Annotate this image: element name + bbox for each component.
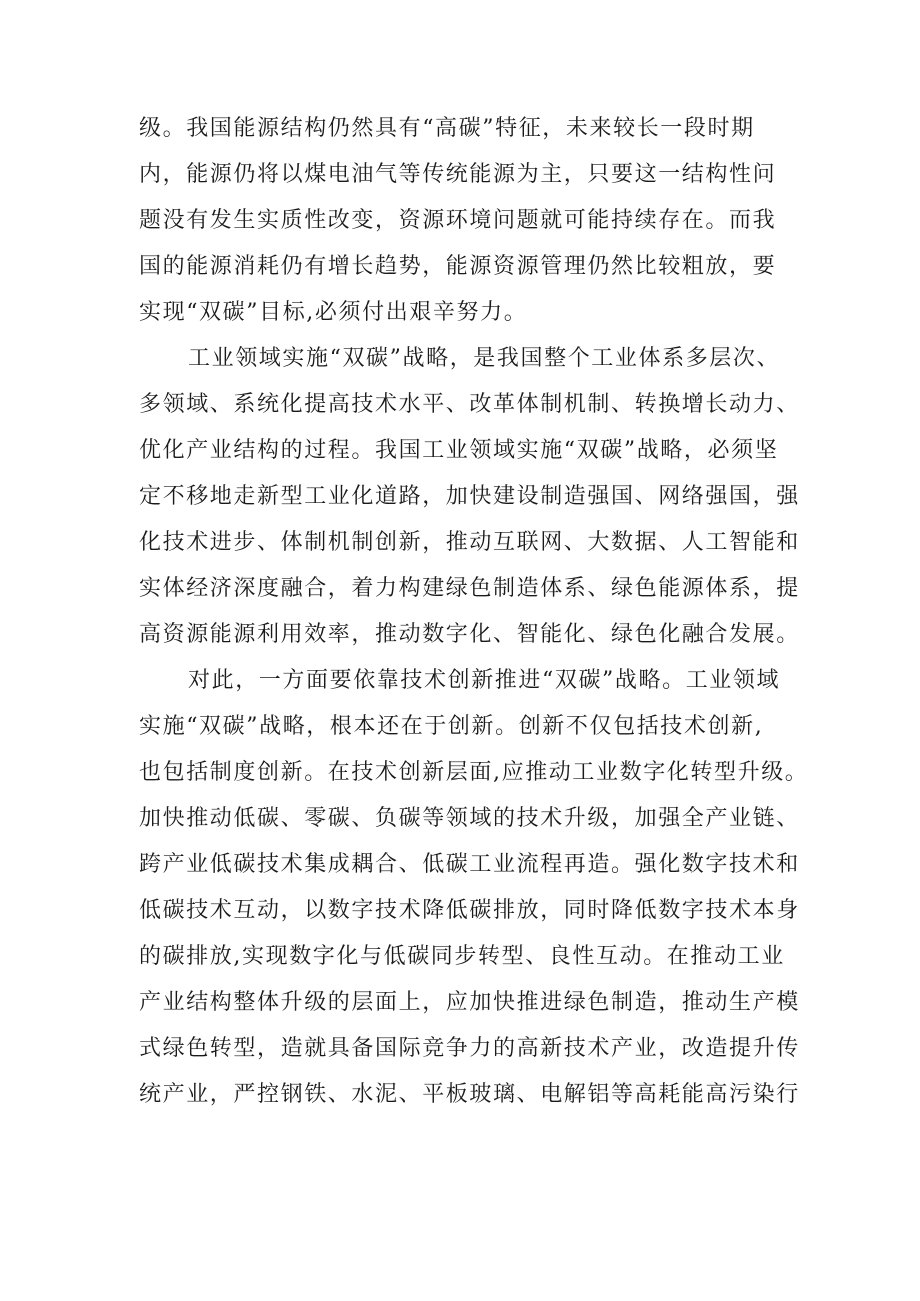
text-line: 加快推动低碳、零碳、负碳等领域的技术升级，加强全产业链、	[139, 806, 800, 831]
text-line: 国的能源消耗仍有增长趋势，能源资源管理仍然比较粗放，要	[139, 254, 777, 279]
text-line: 跨产业低碳技术集成耦合、低碳工业流程再造。强化数字技术和	[139, 852, 800, 877]
paragraph-first-line: 对此，一方面要依靠技术创新推进“双碳”战略。工业领域	[188, 668, 781, 693]
text-line: 题没有发生实质性改变，资源环境问题就可能持续存在。而我	[139, 208, 777, 233]
text-line: 实现“双碳”目标,必须付出艰辛努力。	[139, 300, 528, 325]
text-line: 级。我国能源结构仍然具有“高碳”特征，未来较长一段时期	[139, 116, 755, 141]
text-line: 定不移地走新型工业化道路，加快建设制造强国、网络强国，强	[139, 484, 800, 509]
text-line: 优化产业结构的过程。我国工业领域实施“双碳”战略，必须坚	[139, 438, 779, 463]
document-body	[0, 106, 920, 1118]
text-line: 化技术进步、体制机制创新，推动互联网、大数据、人工智能和	[139, 530, 800, 555]
text-line: 内，能源仍将以煤电油气等传统能源为主，只要这一结构性问	[139, 162, 777, 187]
paragraph-first-line: 工业领域实施“双碳”战略，是我国整个工业体系多层次、	[188, 346, 781, 371]
text-line: 高资源能源利用效率，推动数字化、智能化、绿色化融合发展。	[139, 622, 800, 647]
text-line: 产业结构整体升级的层面上，应加快推进绿色制造，推动生产模	[139, 990, 800, 1015]
text-line: 实施“双碳”战略，根本还在于创新。创新不仅包括技术创新,	[139, 714, 764, 739]
text-line: 低碳技术互动，以数字技术降低碳排放，同时降低数字技术本身	[139, 898, 800, 923]
text-line: 的碳排放,实现数字化与低碳同步转型、良性互动。在推动工业	[139, 944, 785, 969]
text-line: 实体经济深度融合，着力构建绿色制造体系、绿色能源体系，提	[139, 576, 800, 601]
text-line: 多领域、系统化提高技术水平、改革体制机制、转换增长动力、	[139, 392, 800, 417]
text-line: 也包括制度创新。在技术创新层面,应推动工业数字化转型升级。	[139, 760, 809, 785]
text-line: 统产业，严控钢铁、水泥、平板玻璃、电解铝等高耗能高污染行	[139, 1082, 800, 1107]
text-line: 式绿色转型，造就具备国际竞争力的高新技术产业，改造提升传	[139, 1036, 800, 1061]
